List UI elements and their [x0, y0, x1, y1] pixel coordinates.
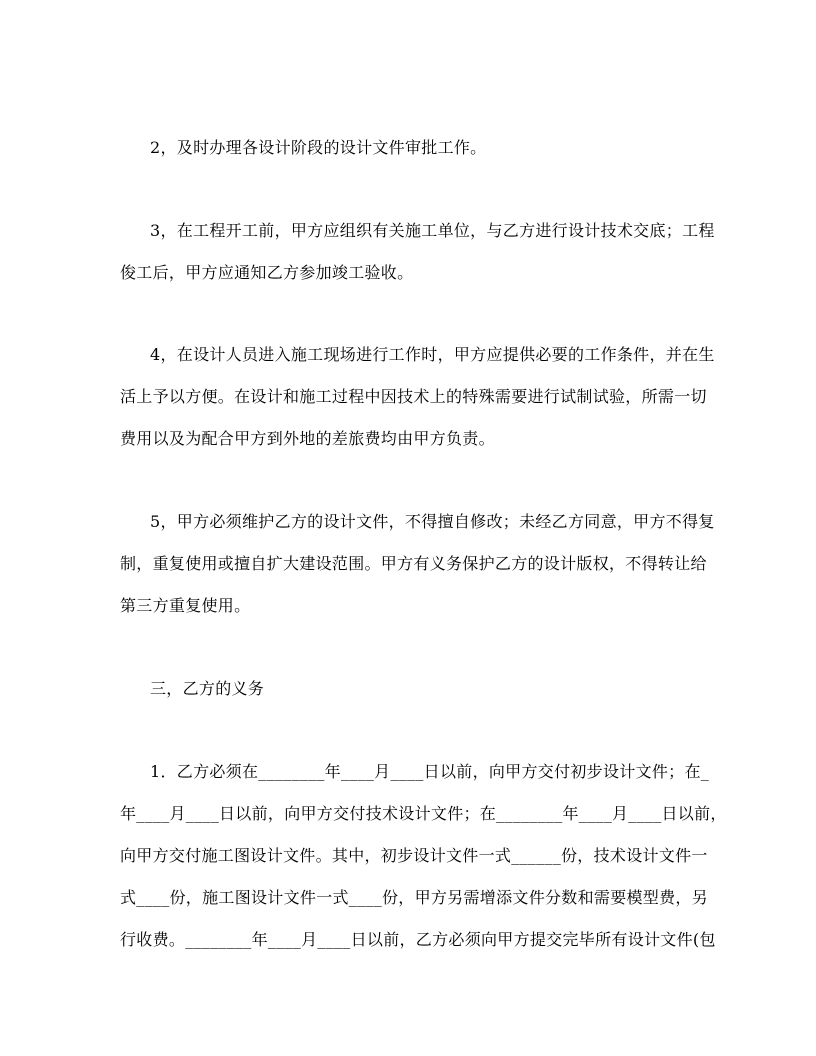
paragraph-4-line-2: 活上予以方便。在设计和施工过程中因技术上的特殊需要进行试制试验，所需一切 [120, 387, 707, 406]
obligation-1-line-4: 式____份，施工图设计文件一式____份，甲方另需增添文件分数和需要模型费，另 [120, 888, 709, 907]
paragraph-5-line-2: 制，重复使用或擅自扩大建设范围。甲方有义务保护乙方的设计版权，不得转让给 [120, 554, 707, 573]
paragraph-4-line-3: 费用以及为配合甲方到外地的差旅费均由甲方负责。 [120, 429, 495, 448]
section-heading-3: 三，乙方的义务 [150, 679, 265, 698]
paragraph-3-line-1: 3，在工程开工前，甲方应组织有关施工单位，与乙方进行设计技术交底；工程 [150, 221, 715, 240]
paragraph-3-line-2: 俊工后，甲方应通知乙方参加竣工验收。 [120, 263, 414, 282]
obligation-1-line-2: 年____月____日以前，向甲方交付技术设计文件；在________年____月____日以前， [120, 804, 727, 823]
paragraph-5-line-1: 5，甲方必须维护乙方的设计文件，不得擅自修改；未经乙方同意，甲方不得复 [150, 512, 715, 531]
obligation-1-line-5: 行收费。________年____月____日以前，乙方必须向甲方提交完毕所有设计文件(包 [120, 930, 716, 949]
paragraph-4-line-1: 4，在设计人员进入施工现场进行工作时，甲方应提供必要的工作条件，并在生 [150, 345, 715, 364]
paragraph-2-line-1: 2，及时办理各设计阶段的设计文件审批工作。 [150, 138, 487, 157]
obligation-1-line-1: 1．乙方必须在________年____月____日以前，向甲方交付初步设计文件；在_ [150, 762, 710, 781]
obligation-1-line-3: 向甲方交付施工图设计文件。其中，初步设计文件一式______份，技术设计文件一 [120, 846, 708, 865]
paragraph-5-line-3: 第三方重复使用。 [120, 596, 251, 615]
